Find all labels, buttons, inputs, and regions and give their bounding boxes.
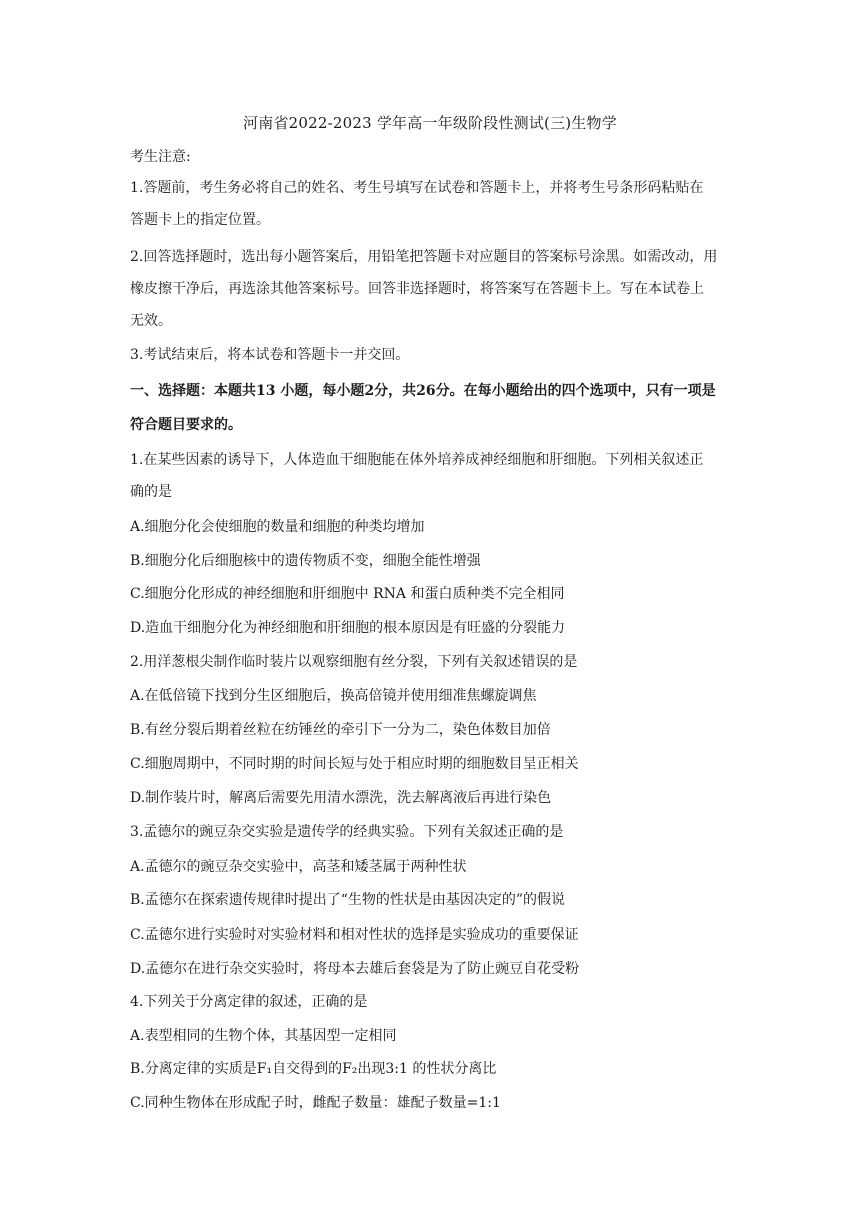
notice-item-2-line-2: 橡皮擦干净后，再选涂其他答案标号。回答非选择题时，将答案写在答题卡上。写在本试卷上	[130, 281, 704, 297]
question-4-option-c: C.同种生物体在形成配子时，雌配子数量：雄配子数量=1:1	[130, 1095, 501, 1111]
section-heading-line-1: 一、选择题：本题共13 小题，每小题2分，共26分。在每小题给出的四个选项中，只有一项是	[130, 383, 716, 399]
notice-item-2-line-3: 无效。	[130, 313, 172, 329]
question-2-option-c: C.细胞周期中，不同时期的时间长短与处于相应时期的细胞数目呈正相关	[130, 756, 579, 772]
question-2-option-b: B.有丝分裂后期着丝粒在纺锤丝的牵引下一分为二，染色体数目加倍	[130, 722, 551, 738]
notice-item-1-line-2: 答题卡上的指定位置。	[130, 212, 270, 228]
question-2-stem: 2.用洋葱根尖制作临时装片以观察细胞有丝分裂，下列有关叙述错误的是	[130, 654, 578, 670]
question-2-option-d: D.制作装片时，解离后需要先用清水漂洗，洗去解离液后再进行染色	[130, 790, 552, 806]
question-1-option-c: C.细胞分化形成的神经细胞和肝细胞中 RNA 和蛋白质种类不完全相同	[130, 586, 565, 602]
notice-item-3: 3.考试结束后，将本试卷和答题卡一并交回。	[130, 347, 410, 363]
question-1-option-d: D.造血干细胞分化为神经细胞和肝细胞的根本原因是有旺盛的分裂能力	[130, 620, 566, 636]
question-3-option-d: D.孟德尔在进行杂交实验时，将母本去雄后套袋是为了防止豌豆自花受粉	[130, 961, 580, 977]
section-heading-line-2: 符合题目要求的。	[130, 417, 242, 433]
question-1-option-a: A.细胞分化会使细胞的数量和细胞的种类均增加	[130, 519, 425, 535]
question-4-option-b: B.分离定律的实质是F₁自交得到的F₂出现3:1 的性状分离比	[130, 1061, 497, 1077]
question-3-stem: 3.孟德尔的豌豆杂交实验是遗传学的经典实验。下列有关叙述正确的是	[130, 824, 564, 840]
question-4-option-a: A.表型相同的生物个体，其基因型一定相同	[130, 1028, 397, 1044]
notice-heading: 考生注意:	[130, 149, 191, 165]
notice-item-2-line-1: 2.回答选择题时，选出每小题答案后，用铅笔把答题卡对应题目的答案标号涂黑。如需改动，用	[130, 249, 718, 265]
question-2-option-a: A.在低倍镜下找到分生区细胞后，换高倍镜并使用细准焦螺旋调焦	[130, 688, 537, 704]
question-1-option-b: B.细胞分化后细胞核中的遗传物质不变，细胞全能性增强	[130, 553, 481, 569]
exam-title: 河南省2022-2023 学年高一年级阶段性测试(三)生物学	[243, 114, 617, 132]
question-3-option-a: A.孟德尔的豌豆杂交实验中，高茎和矮茎属于两种性状	[130, 859, 467, 875]
notice-item-1-line-1: 1.答题前，考生务必将自己的姓名、考生号填写在试卷和答题卡上，并将考生号条形码粘贴在	[130, 180, 704, 196]
question-4-stem: 4.下列关于分离定律的叙述，正确的是	[130, 994, 368, 1010]
question-1-stem-line-1: 1.在某些因素的诱导下，人体造血干细胞能在体外培养成神经细胞和肝细胞。下列相关叙述正	[130, 452, 704, 468]
question-3-option-b: B.孟德尔在探索遗传规律时提出了“生物的性状是由基因决定的”的假说	[130, 892, 566, 908]
question-3-option-c: C.孟德尔进行实验时对实验材料和相对性状的选择是实验成功的重要保证	[130, 927, 579, 943]
question-1-stem-line-2: 确的是	[130, 484, 172, 500]
